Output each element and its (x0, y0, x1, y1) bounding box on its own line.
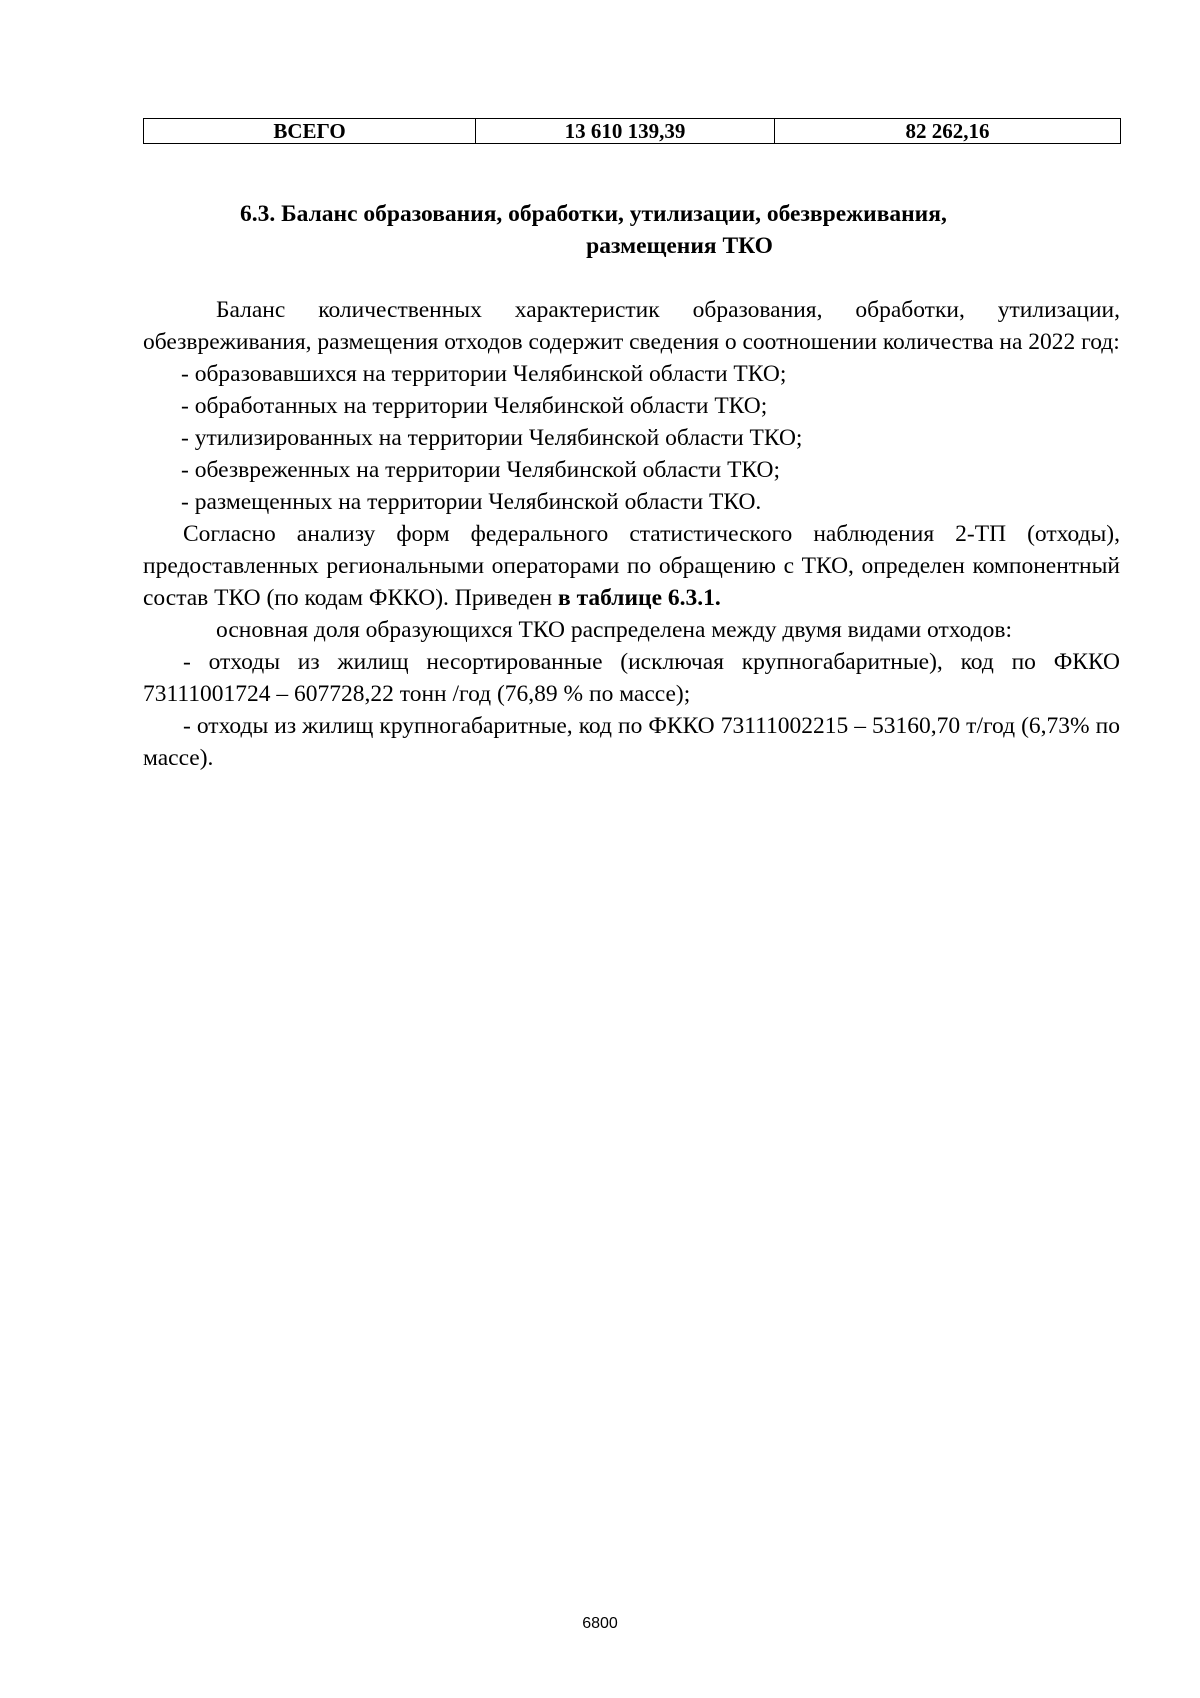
section-heading-line-1: 6.3. Баланс образования, обработки, утилизации, обезвреживания, (240, 201, 947, 227)
list-item: - образовавшихся на территории Челябинской области ТКО; (181, 361, 787, 387)
list-item: - утилизированных на территории Челябинской области ТКО; (181, 425, 803, 451)
waste-item-2: - отходы из жилищ крупногабаритные, код по ФККО 73111002215 – 53160,70 т/год (6,73% по массе). (143, 713, 1120, 771)
table-row (144, 119, 1121, 144)
total-label-cell: ВСЕГО (144, 119, 476, 144)
table-reference: в таблице 6.3.1. (558, 585, 721, 611)
analysis-paragraph (143, 518, 1120, 614)
waste-item-1: - отходы из жилищ несортированные (исключая крупногабаритные), код по ФККО 73111001724 – 607728,22 тонн /год (76,89 % по массе); (143, 649, 1120, 707)
page-number: 6800 (582, 1615, 618, 1632)
list-item: - размещенных на территории Челябинской области ТКО. (181, 489, 762, 515)
intro-paragraph: Баланс количественных характеристик образования, обработки, утилизации, обезвреживания, размещения отходов содержит сведения о соотношении количества на 2022 год: (143, 297, 1120, 355)
share-paragraph: основная доля образующихся ТКО распределена между двумя видами отходов: (216, 617, 1013, 643)
total-value-cell-2: 82 262,16 (775, 119, 1121, 144)
body-text (143, 294, 1120, 774)
section-heading-line-2: размещения ТКО (586, 233, 773, 259)
list-item: - обработанных на территории Челябинской области ТКО; (181, 393, 768, 419)
section-heading (143, 198, 1120, 262)
list-item: - обезвреженных на территории Челябинской области ТКО; (181, 457, 781, 483)
total-value-cell-1: 13 610 139,39 (476, 119, 775, 144)
total-summary-table (143, 118, 1121, 144)
analysis-text: Согласно анализу форм федерального статистического наблюдения 2-ТП (отходы), предоставленных региональными операторами по обращению с ТКО, определен компонентный состав ТКО (по кодам ФККО). Приведен (143, 521, 1120, 611)
